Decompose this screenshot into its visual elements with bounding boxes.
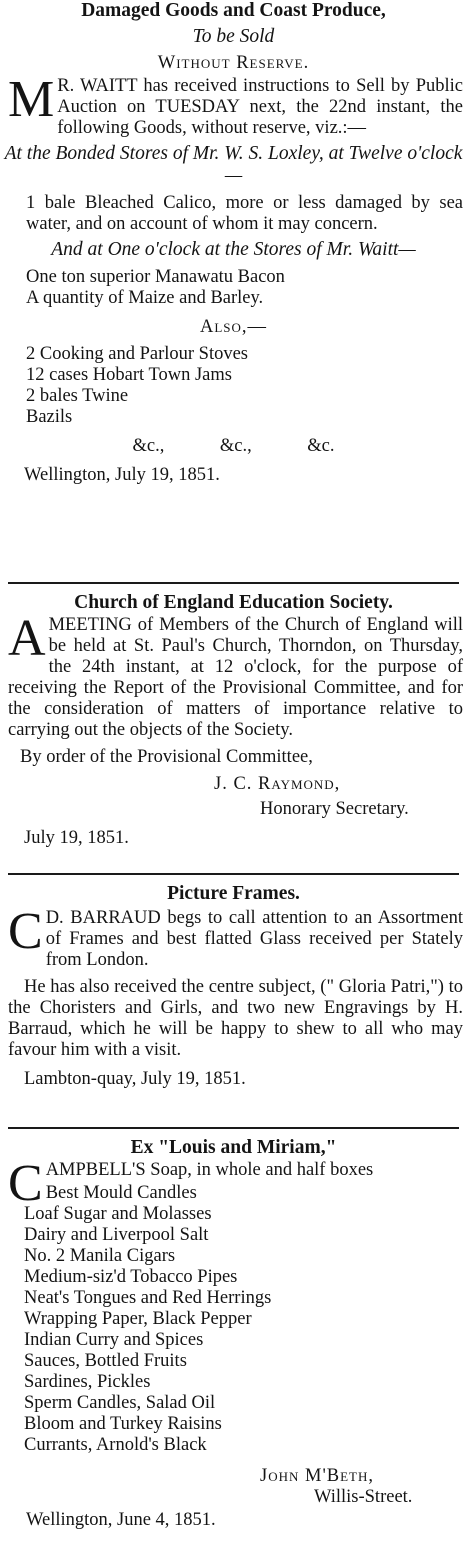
list-item: Neat's Tongues and Red Herrings: [24, 1288, 272, 1308]
signer-title: Honorary Secretary.: [260, 799, 409, 819]
location-waitt-stores: And at One o'clock at the Stores of Mr. Waitt—: [51, 239, 416, 260]
list-item: Loaf Sugar and Molasses: [24, 1204, 212, 1224]
advert-body-text: AMPBELL'S Soap, in whole and half boxes: [45, 1160, 374, 1180]
list-item: Indian Curry and Spices: [24, 1330, 204, 1350]
advert-body-text: D. BARRAUD begs to call attention to an Assortment of Frames and best flatted Glass received per Stately from London.: [45, 908, 463, 970]
drop-capital: C: [8, 1155, 43, 1212]
column-rule: [8, 873, 459, 875]
goods-list-a: [4, 267, 463, 309]
advert-damaged-goods: [4, 0, 463, 582]
calico-item: 1 bale Bleached Calico, more or less damaged by sea water, and on account of whom it may concern.: [26, 193, 463, 234]
list-item: Bazils: [26, 407, 73, 427]
column-rule: [8, 1127, 459, 1129]
list-item: 2 Cooking and Parlour Stoves: [26, 344, 248, 364]
advert-body-text: MEETING of Members of the Church of England will be held at St. Paul's Church, Thorndon, on Thursday, the 24th instant, at 12 o'clock, for the purpose of receiving the Report of the Provisional Committee, and for the consideration of matters of importance relative to carrying out the objects of the Society.: [8, 615, 463, 740]
dateline: July 19, 1851.: [24, 828, 129, 848]
list-item: No. 2 Manila Cigars: [24, 1246, 176, 1266]
list-item: Sardines, Pickles: [24, 1372, 151, 1392]
advert-heading: Damaged Goods and Coast Produce,: [81, 0, 386, 21]
drop-capital: C: [8, 903, 43, 960]
advert-body: [4, 71, 463, 139]
signer-street: Willis-Street.: [314, 1487, 413, 1507]
list-item: Sauces, Bottled Fruits: [24, 1351, 187, 1371]
advert-body: [4, 610, 463, 741]
dateline: Wellington, June 4, 1851.: [26, 1510, 216, 1530]
advert-picture-frames: [4, 883, 463, 1127]
list-item: Medium-siz'd Tobacco Pipes: [24, 1267, 238, 1287]
advert-louis-miriam: [4, 1137, 463, 1555]
list-item: One ton superior Manawatu Bacon: [26, 267, 285, 287]
advert-subheading: To be Sold: [192, 26, 275, 47]
list-item: A quantity of Maize and Barley.: [26, 288, 264, 308]
list-item: 2 bales Twine: [26, 386, 129, 406]
drop-capital: A: [8, 610, 46, 667]
list-item: Best Mould Candles: [45, 1183, 197, 1203]
advert-body-paragraph: He has also received the centre subject, (" Gloria Patri,") to the Choristers and Girls, and two new Engravings by H. Barraud, which he will be happy to shew to all who may favour him with a visit.: [8, 977, 463, 1060]
advert-church-society: [4, 592, 463, 873]
advert-body: [4, 903, 463, 971]
list-item: Currants, Arnold's Black: [24, 1435, 207, 1455]
drop-capital: M: [8, 71, 55, 128]
reserve-line: Without Reserve.: [157, 53, 310, 73]
goods-list: [4, 1183, 463, 1456]
order-line: By order of the Provisional Committee,: [20, 747, 313, 767]
advert-body-text: R. WAITT has received instructions to Sell by Public Auction on TUESDAY next, the 22nd instant, the following Goods, without reserve, viz.:—: [57, 76, 463, 138]
etcetera-line: &c., &c., &c.: [132, 436, 335, 456]
location-bonded-stores: At the Bonded Stores of Mr. W. S. Loxley, at Twelve o'clock—: [4, 143, 463, 186]
also-line: Also,—: [199, 317, 268, 337]
advert-heading: Picture Frames.: [167, 883, 300, 904]
goods-list-b: [4, 344, 463, 428]
list-item: Sperm Candles, Salad Oil: [24, 1393, 216, 1413]
signer-name: John M'Beth,: [260, 1466, 375, 1486]
column-rule: [8, 582, 459, 584]
list-item: Bloom and Turkey Raisins: [24, 1414, 222, 1434]
list-item: 12 cases Hobart Town Jams: [26, 365, 232, 385]
dateline: Wellington, July 19, 1851.: [24, 465, 220, 485]
advert-heading: Church of England Education Society.: [74, 592, 393, 613]
signer-name: J. C. Raymond,: [214, 774, 341, 794]
dateline: Lambton-quay, July 19, 1851.: [24, 1069, 246, 1089]
list-item: Dairy and Liverpool Salt: [24, 1225, 209, 1245]
list-item: Wrapping Paper, Black Pepper: [24, 1309, 252, 1329]
advert-heading: Ex "Louis and Miriam,": [130, 1137, 337, 1158]
